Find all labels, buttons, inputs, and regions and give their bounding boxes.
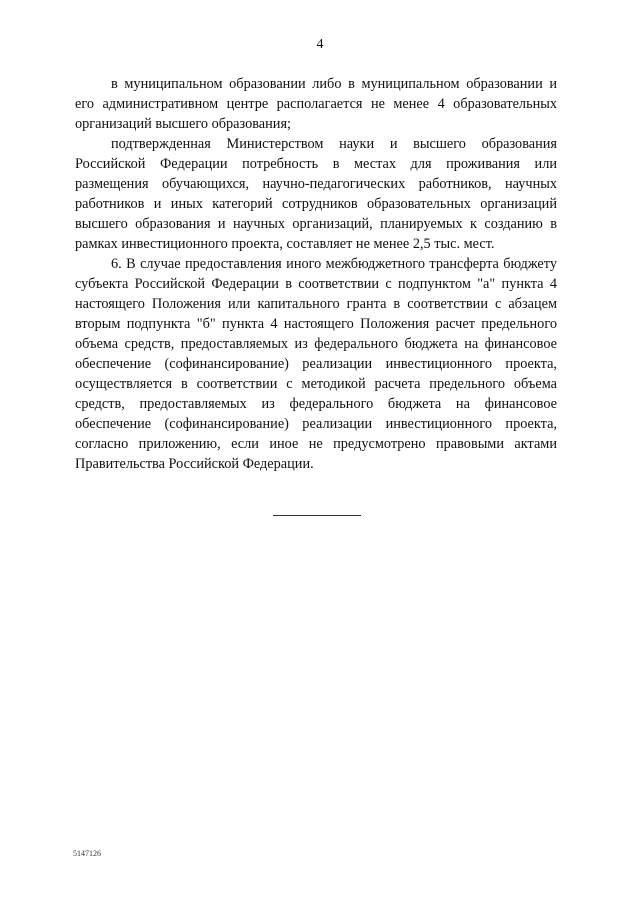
document-code: 5147126 — [73, 849, 101, 858]
document-body — [75, 74, 557, 474]
page-number: 4 — [316, 37, 324, 52]
end-divider — [273, 515, 361, 516]
paragraph-3: 6. В случае предоставления иного межбюджетного трансферта бюджету субъекта Российской Федерации в соответствии с подпунктом "а" пункта 4 настоящего Положения или капитального гранта в соответствии с абзацем вторым подпункта "б" пункта 4 настоящего Положения расчет предельного объема средств, предоставляемых из федерального бюджета на финансовое обеспечение (софинансирование) реализации инвестиционного проекта, осуществляется в соответствии с методикой расчета предельного объема средств, предоставляемых из федерального бюджета на финансовое обеспечение (софинансирование) реализации инвестиционного проекта, согласно приложению, если иное не предусмотрено правовыми актами Правительства Российской Федерации. — [75, 256, 557, 472]
paragraph-1: в муниципальном образовании либо в муниципальном образовании и его административном центре располагается не менее 4 образовательных организаций высшего образования; — [75, 76, 557, 132]
paragraph-2: подтвержденная Министерством науки и высшего образования Российской Федерации потребность в местах для проживания или размещения обучающихся, научно-педагогических работников, научных работников и иных категорий сотрудников образовательных организаций высшего образования и научных организаций, планируемых к созданию в рамках инвестиционного проекта, составляет не менее 2,5 тыс. мест. — [75, 136, 557, 252]
